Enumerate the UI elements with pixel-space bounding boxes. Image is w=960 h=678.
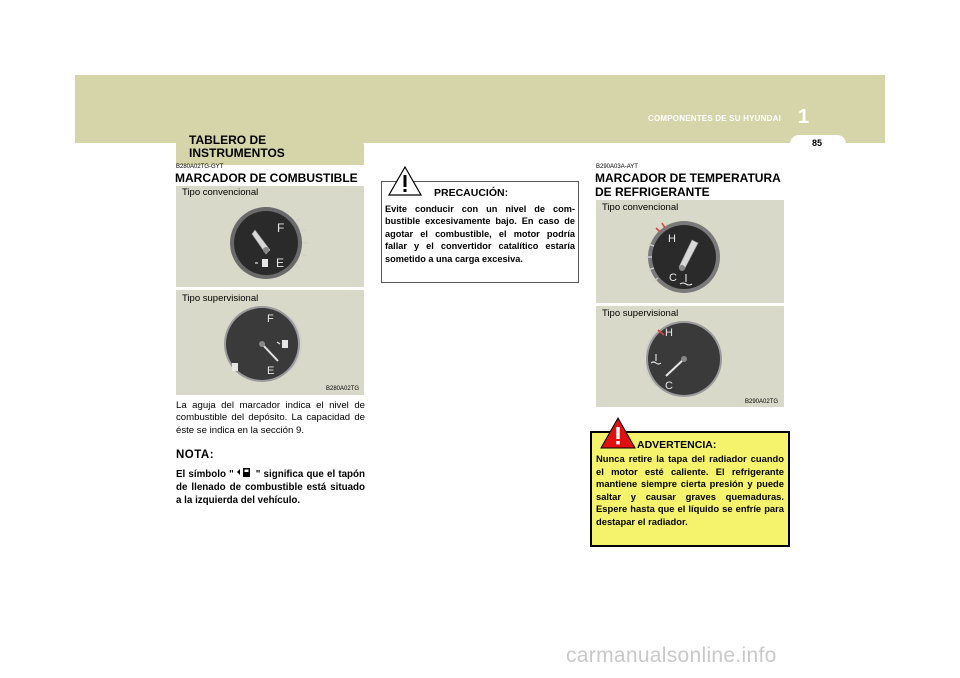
exclamation-triangle-icon (600, 417, 636, 449)
nota-title: NOTA: (176, 449, 215, 461)
nota-text-after: " significa que el tapón de llenado de combustible está situado a la izquierda del vehículo. (176, 469, 366, 507)
temp-figure-code: B290A02TG (745, 399, 779, 405)
exclamation-triangle-icon (388, 166, 422, 196)
temp-dial-hot-label: H (668, 233, 676, 245)
temp-sup-cold-label: C (665, 380, 673, 392)
fuel-conventional-label: Tipo convencional (182, 187, 259, 198)
watermark: carmanualsonline.info (566, 644, 777, 667)
section-title: TABLERO DE INSTRUMENTOS (189, 133, 285, 160)
fuel-sup-full-label: F (267, 313, 274, 325)
temp-gauge-conventional-icon (640, 218, 722, 296)
fuel-figure-code: B280A02TG (326, 386, 360, 392)
fuel-sup-empty-label: E (267, 365, 275, 377)
fuel-body-text: La aguja del marcador indica el nivel de combustible del depósito. La capacidad de éste se indica en la sección 9. (176, 400, 365, 436)
fuel-pump-icon (236, 467, 254, 478)
temp-gauge-supervisional-icon (646, 318, 722, 400)
temp-heading: MARCADOR DE TEMPERATURA DE REFRIGERANTE (595, 171, 781, 199)
temp-conventional-label: Tipo convencional (602, 202, 679, 213)
caution-title: PRECAUCIÓN: (434, 187, 509, 199)
fuel-gauge-supervisional-icon (220, 303, 306, 385)
fuel-dial-empty-label: E (276, 256, 285, 270)
fuel-heading: MARCADOR DE COMBUSTIBLE (175, 171, 358, 185)
page-number: 85 (811, 138, 822, 148)
fuel-supervisional-label: Tipo supervisional (182, 293, 259, 304)
chapter-number: 1 (798, 106, 810, 128)
caution-text: Evite conducir con un nivel de com- bustible excesivamente bajo. En caso de agotar el combustible, el motor podría fallar y el convertidor catalítico estaría sometido a una carga excesiva. (385, 204, 575, 264)
fuel-section-code: B280A02TG-GYT (176, 164, 224, 170)
warning-title: ADVERTENCIA: (637, 439, 717, 451)
chapter-label: COMPONENTES DE SU HYUNDAI (648, 114, 782, 123)
fuel-gauge-conventional-icon (222, 204, 318, 282)
nota-text-before: El símbolo " (176, 469, 234, 480)
temp-supervisional-label: Tipo supervisional (602, 308, 679, 319)
temp-dial-cold-label: C (669, 272, 677, 284)
fuel-dial-full-label: F (277, 221, 285, 235)
temp-section-code: B290A03A-AYT (596, 164, 638, 170)
temp-sup-hot-label: H (665, 327, 673, 339)
nota-text (176, 467, 365, 508)
warning-text: Nunca retire la tapa del radiador cuando el motor esté caliente. El refrigerante mantiene siempre cierta presión y puede saltar y causar graves quemaduras. Espere hasta que el líquido se enfríe para destapar el radiador. (596, 453, 784, 527)
